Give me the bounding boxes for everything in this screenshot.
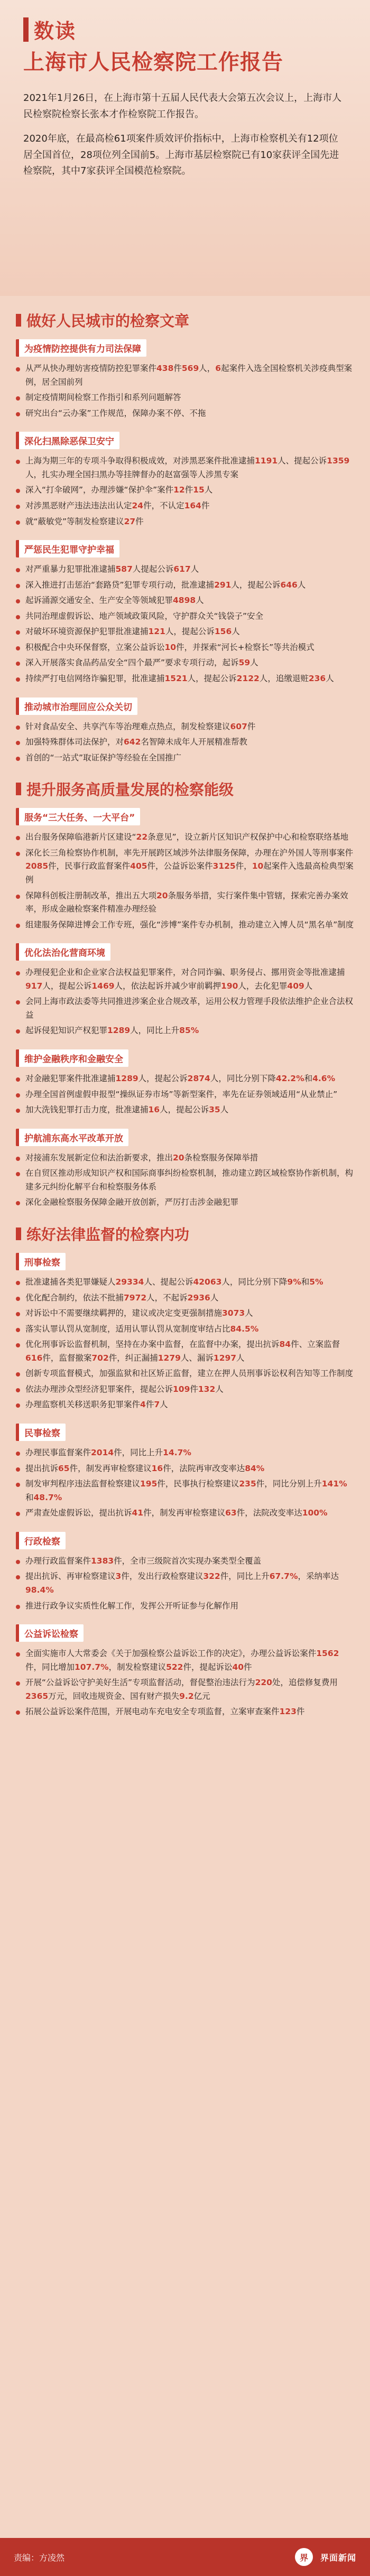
bullet-item xyxy=(16,1506,354,1520)
bullet-list xyxy=(16,1276,354,1412)
bullet-text: 全面实施市人大常委会《关于加强检察公益诉讼工作的决定》，办理公益诉讼案件1562件，同比增加107.7%，制发检察建议522件，提起诉讼40件 xyxy=(25,1649,339,1672)
footer-brand xyxy=(295,2548,356,2566)
bullet-text: 深入开展落实食品药品安全“四个最严”要求专项行动，起诉59人 xyxy=(25,658,258,668)
bullet-list xyxy=(16,1151,354,1210)
bullet-item xyxy=(16,1151,354,1165)
bullet-list xyxy=(16,1072,354,1117)
bullet-dot-icon xyxy=(16,1328,20,1332)
block-title: 优化法治化营商环境 xyxy=(16,943,110,961)
bullet-dot-icon xyxy=(16,1157,20,1161)
brand-badge-icon: 界 xyxy=(295,2548,313,2566)
bullet-dot-icon xyxy=(16,1201,20,1205)
bullet-dot-icon xyxy=(16,726,20,730)
bullet-text: 办理行政监督案件1383件，全市三级院首次实现办案类型全覆盖 xyxy=(25,1556,262,1566)
bullet-item xyxy=(16,1367,354,1381)
bullet-item xyxy=(16,1307,354,1320)
bullet-dot-icon xyxy=(16,615,20,619)
bullet-item xyxy=(16,736,354,749)
bullet-dot-icon xyxy=(16,568,20,572)
bullet-text: 对金融犯罪案件批准逮捕1289人，提起公诉2874人，同比分别下降42.2%和4.6% xyxy=(25,1074,336,1083)
brand-name: 界面新闻 xyxy=(320,2552,356,2563)
bullet-item xyxy=(16,1647,354,1674)
bullet-list xyxy=(16,1446,354,1520)
bullet-dot-icon xyxy=(16,584,20,588)
bullet-text: 加大洗钱犯罪打击力度，批准逮捕16人，提起公诉35人 xyxy=(25,1105,229,1115)
bullet-text: 深化长三角检察协作机制，率先开展跨区域涉外法律服务保障，办理在沪外国人等刑事案件2085件，民事行政监督案件405件，公益诉讼案件3125件，10起案件入选最高检典型案例 xyxy=(25,848,354,885)
bullet-item xyxy=(16,847,354,887)
bullet-text: 持续严打电信网络诈骗犯罪，批准逮捕1521人，提起公诉2122人，追缴退赃236人 xyxy=(25,674,334,683)
bullet-text: 制定疫情期间检察工作指引和系列问题解答 xyxy=(25,393,181,403)
bullet-dot-icon xyxy=(16,1452,20,1456)
bullet-dot-icon xyxy=(16,852,20,856)
bullet-item xyxy=(16,995,354,1022)
bullet-item xyxy=(16,1072,354,1086)
bullet-text: 针对食品安全、共享汽车等治理难点热点，制发检察建议607件 xyxy=(25,721,256,731)
bullet-item xyxy=(16,407,354,421)
bullet-list xyxy=(16,831,354,932)
section-block xyxy=(16,1253,354,1412)
block-title: 行政检察 xyxy=(16,1532,66,1549)
bullet-dot-icon xyxy=(16,630,20,635)
section-block xyxy=(16,540,354,686)
bullet-text: 加强特殊群体司法保护，对642名智障未成年人开展精准帮教 xyxy=(25,737,247,747)
bullet-text: 深入推进打击惩治“套路贷”犯罪专项行动，批准逮捕291人，提起公诉646人 xyxy=(25,580,306,590)
bullet-dot-icon xyxy=(16,1681,20,1686)
bullet-dot-icon xyxy=(16,460,20,464)
intro xyxy=(23,90,347,180)
bullet-dot-icon xyxy=(16,971,20,975)
block-title: 为疫情防控提供有力司法保障 xyxy=(16,339,146,357)
bullet-list xyxy=(16,362,354,420)
bullet-list xyxy=(16,454,354,528)
bullet-text: 组建服务保障进博会工作专班，强化“涉博”案件专办机制，推动建立入博人员“黑名单”制度 xyxy=(25,919,354,929)
bullet-list xyxy=(16,1555,354,1613)
bullet-text: 出台服务保障临港新片区建设“22条意见”，设立新片区知识产权保护中心和检察联络基地 xyxy=(25,832,349,842)
bullet-text: 积极配合中央环保督察，立案公益诉讼10件，并探索“河长+检察长”等共治模式 xyxy=(25,642,314,652)
bullet-item xyxy=(16,831,354,844)
bullet-text: 起诉涌源交通安全、生产安全等领域犯罪4898人 xyxy=(25,596,204,606)
section-block xyxy=(16,698,354,765)
bullet-item xyxy=(16,966,354,993)
bullet-item xyxy=(16,1599,354,1613)
bullet-text: 落实认罪认罚从宽制度，适用认罪认罚从宽制度审结占比84.5% xyxy=(25,1324,259,1334)
section-block xyxy=(16,1424,354,1520)
bullet-item xyxy=(16,1446,354,1460)
bullet-text: 提出抗诉、再审检察建议3件，发出行政检察建议322件，同比上升67.7%，采纳率达98.4% xyxy=(25,1571,339,1595)
bullet-text: 推进行政争议实质性化解工作，发挥公开听证参与化解作用 xyxy=(25,1601,239,1611)
bullet-text: 创新专项监督模式，加强监狱和社区矫正监督，建立在押人员刑事诉讼权利告知等工作制度 xyxy=(25,1369,354,1379)
intro-paragraph-1: 2021年1月26日，在上海市第十五届人民代表大会第五次会议上，上海市人民检察院检察长张本才作检察院工作报告。 xyxy=(23,92,342,120)
bullet-text: 对接浦东发展新定位和法治新要求，推出20条检察服务保障举措 xyxy=(25,1152,258,1163)
bullet-item xyxy=(16,656,354,670)
kicker xyxy=(23,0,347,44)
bullet-dot-icon xyxy=(16,505,20,509)
block-title: 推动城市治理回应公众关切 xyxy=(16,698,137,715)
block-title: 护航浦东高水平改革开放 xyxy=(16,1129,128,1146)
bullet-dot-icon xyxy=(16,1605,20,1609)
bullet-item xyxy=(16,499,354,513)
bullet-text: 严肃查处虚假诉讼，提出抗诉41件，制发再审检察建议63件，法院改变率达100% xyxy=(25,1508,328,1518)
section xyxy=(16,1223,354,1719)
bullet-item xyxy=(16,454,354,481)
bullet-dot-icon xyxy=(16,520,20,525)
bullet-item xyxy=(16,1705,354,1719)
kicker-bar xyxy=(23,17,29,42)
bullet-dot-icon xyxy=(16,924,20,928)
block-title: 服务“三大任务、一大平台” xyxy=(16,808,140,825)
section-title: 做好人民城市的检察文章 xyxy=(16,310,354,331)
bullet-dot-icon xyxy=(16,1297,20,1301)
bullet-text: 深化金融检察服务保障金融开放创新，严厉打击涉金融犯罪 xyxy=(25,1197,239,1207)
section-block xyxy=(16,808,354,932)
kicker-text: 数读 xyxy=(34,20,77,43)
bullet-dot-icon xyxy=(16,836,20,840)
section-block xyxy=(16,943,354,1038)
bullet-text: 上海为期三年的专项斗争取得积极成效，对涉黑恶案件批准逮捕1191人、提起公诉1359人，扎实办理全国扫黑办等挂牌督办的赵富强等人涉黑专案 xyxy=(25,456,350,479)
bullet-dot-icon xyxy=(16,1467,20,1472)
bullet-text: 提出抗诉65件，制发再审检察建议16件，法院再审改变率达84% xyxy=(25,1463,265,1473)
bullet-dot-icon xyxy=(16,396,20,401)
section-block xyxy=(16,1624,354,1719)
bullet-text: 拓展公益诉讼案件范围，开展电动车充电安全专项监督，立案审查案件123件 xyxy=(25,1707,305,1717)
sections xyxy=(16,310,354,1719)
bullet-item xyxy=(16,720,354,734)
bullet-dot-icon xyxy=(16,1093,20,1098)
bullet-item xyxy=(16,1570,354,1597)
page-title: 上海市人民检察院工作报告 xyxy=(23,50,283,75)
footer-editor: 责编：方凌然 xyxy=(14,2552,65,2563)
bullet-list xyxy=(16,1647,354,1719)
bullet-dot-icon xyxy=(16,367,20,371)
bullet-item xyxy=(16,1676,354,1703)
bullet-text: 依法办理涉众型经济犯罪案件，提起公诉109件132人 xyxy=(25,1384,224,1394)
bullet-item xyxy=(16,563,354,576)
bullet-dot-icon xyxy=(16,1372,20,1377)
bullet-dot-icon xyxy=(16,1109,20,1113)
bullet-item xyxy=(16,672,354,686)
block-title: 民事检察 xyxy=(16,1424,66,1441)
bullet-text: 深入“打伞破网”，办理涉嫌“保护伞”案件12件15人 xyxy=(25,485,213,495)
bullet-item xyxy=(16,1167,354,1194)
bullet-text: 对严重暴力犯罪批准逮捕587人提起公诉617人 xyxy=(25,564,199,574)
section-block xyxy=(16,339,354,420)
bullet-text: 办理民事监督案件2014件，同比上升14.7% xyxy=(25,1448,191,1457)
section-title: 练好法律监督的检察内功 xyxy=(16,1223,354,1244)
block-title: 维护金融秩序和金融安全 xyxy=(16,1049,128,1067)
bullet-text: 开展“公益诉讼守护美好生活”专项监督活动，督促整治违法行为220处，追偿修复费用2365万元，回收违规资金、国有财产损失9.2亿元 xyxy=(25,1678,338,1701)
bullet-dot-icon xyxy=(16,1312,20,1316)
bullet-item xyxy=(16,391,354,405)
bullet-item xyxy=(16,1383,354,1397)
bullet-dot-icon xyxy=(16,1710,20,1715)
bullet-text: 就“蔽敏党”等制发检察建议27件 xyxy=(25,516,144,526)
bullet-dot-icon xyxy=(16,599,20,603)
section-block xyxy=(16,1129,354,1210)
section-block xyxy=(16,1049,354,1117)
bullet-text: 批准逮捕各类犯罪嫌疑人29334人、提起公诉42063人，同比分别下降9%和5% xyxy=(25,1277,323,1287)
hero xyxy=(0,0,370,296)
bullet-dot-icon xyxy=(16,677,20,682)
bullet-text: 首创的“一站式”取证保护等经验在全国推广 xyxy=(25,752,182,762)
bullet-item xyxy=(16,1088,354,1102)
bullet-text: 办理全国首例虚假申报型“操纵证券市场”等新型案件，率先在证券领域适用“从业禁止” xyxy=(25,1089,338,1099)
bullet-item xyxy=(16,641,354,655)
block-title: 公益诉讼检察 xyxy=(16,1624,84,1642)
bullet-dot-icon xyxy=(16,1483,20,1487)
bullet-dot-icon xyxy=(16,1403,20,1408)
bullet-item xyxy=(16,1024,354,1038)
bullet-item xyxy=(16,1338,354,1365)
bullet-dot-icon xyxy=(16,1388,20,1392)
bullet-item xyxy=(16,1555,354,1568)
bullet-item xyxy=(16,889,354,916)
bullet-item xyxy=(16,1276,354,1289)
bullet-dot-icon xyxy=(16,757,20,761)
bullet-dot-icon xyxy=(16,1512,20,1516)
bullet-dot-icon xyxy=(16,412,20,416)
section-block xyxy=(16,1532,354,1613)
bullet-item xyxy=(16,1398,354,1412)
bullet-text: 共同治理虚假诉讼、地产领域政策风险，守护群众关“钱袋子”安全 xyxy=(25,611,264,621)
bullet-text: 对诉讼中不需要继续羁押的，建议或决定变更强制措施3073人 xyxy=(25,1308,253,1318)
bullet-dot-icon xyxy=(16,1281,20,1285)
bullet-item xyxy=(16,594,354,608)
bullet-list xyxy=(16,563,354,686)
bullet-item xyxy=(16,1477,354,1504)
bullet-item xyxy=(16,579,354,592)
block-title: 严惩民生犯罪守护幸福 xyxy=(16,540,119,557)
bullet-dot-icon xyxy=(16,1343,20,1347)
bullet-text: 优化刑事诉讼监督机制，坚持在办案中监督，在监督中办案，提出抗诉84件、立案监督616件，监督撤案702件，纠正漏捕1279人、漏诉1297人 xyxy=(25,1340,340,1363)
block-title: 深化扫黑除恶保卫安宁 xyxy=(16,432,119,449)
bullet-text: 办理侵犯企业和企业家合法权益犯罪案件，对合同诈骗、职务侵占、挪用资金等批准逮捕917人，提起公诉1469人，依法起诉并减少审前羁押190人，去化犯罪409人 xyxy=(25,968,345,991)
bullet-dot-icon xyxy=(16,662,20,666)
bullet-item xyxy=(16,1462,354,1476)
block-title: 刑事检察 xyxy=(16,1253,66,1270)
bullet-dot-icon xyxy=(16,1560,20,1564)
bullet-item xyxy=(16,751,354,765)
bullet-item xyxy=(16,1196,354,1210)
bullet-text: 制发审判程序违法监督检察建议195件，民事执行检察建议235件，同比分别上升141%和48.7% xyxy=(25,1479,347,1502)
bullet-text: 研究出台“云办案”工作规范，保障办案不停、不拖 xyxy=(25,408,206,418)
section xyxy=(16,310,354,765)
bullet-dot-icon xyxy=(16,1652,20,1657)
bullet-item xyxy=(16,1323,354,1336)
bullet-item xyxy=(16,1103,354,1117)
section-block xyxy=(16,432,354,528)
bullet-dot-icon xyxy=(16,1172,20,1176)
bullet-item xyxy=(16,918,354,932)
footer xyxy=(0,2538,370,2576)
bullet-item xyxy=(16,362,354,389)
intro-paragraph-2: 2020年底，在最高检61项案件质效评价指标中，上海市检察机关有12项位居全国首位，28项位列全国前5。上海市基层检察院已有10家获评全国先进检察院，其中7家获评全国模范检察院。 xyxy=(23,133,339,177)
bullet-text: 优化配合制约，依法不批捕7972人，不起诉2936人 xyxy=(25,1292,219,1303)
bullet-list xyxy=(16,720,354,765)
bullet-dot-icon xyxy=(16,741,20,745)
bullet-item xyxy=(16,610,354,624)
bullet-text: 办理监察机关移送职务犯罪案件4件7人 xyxy=(25,1400,168,1410)
bullet-dot-icon xyxy=(16,1077,20,1082)
bullet-text: 会同上海市政法委等共同推进涉案企业合规改革，运用公权力管理手段依法维护企业合法权益 xyxy=(25,997,354,1020)
bullet-item xyxy=(16,515,354,529)
bullet-text: 保障科创板注册制改革，推出五大项20条服务举措，实行案件集中管辖，探索完善办案效率，形成金融检察案件精准办理经验 xyxy=(25,890,348,914)
bullet-list xyxy=(16,966,354,1038)
section xyxy=(16,778,354,1210)
bullet-dot-icon xyxy=(16,895,20,899)
bullet-item xyxy=(16,1291,354,1305)
bullet-text: 在自贸区推动形成知识产权和国际商事纠纷检察机制，推动建立跨区域检察协作新机制，构建多元纠纷化解平台和检察服务体系 xyxy=(25,1168,354,1192)
bullet-text: 对破坏环境资源保护犯罪批准逮捕121人，提起公诉156人 xyxy=(25,627,240,637)
bullet-dot-icon xyxy=(16,1000,20,1005)
bullet-text: 对涉黑恶财产违法违法出认定24件，不认定164件 xyxy=(25,500,210,510)
section-title: 提升服务高质量发展的检察能级 xyxy=(16,778,354,799)
bullet-dot-icon xyxy=(16,1575,20,1579)
bullet-text: 起诉侵犯知识产权犯罪1289人，同比上升85% xyxy=(25,1026,199,1036)
bullet-item xyxy=(16,625,354,639)
bullet-text: 从严从快办理妨害疫情防控犯罪案件438件569人，6起案件入选全国检察机关涉疫典型案例，居全国前列 xyxy=(25,364,353,387)
bullet-dot-icon xyxy=(16,646,20,650)
content xyxy=(0,310,370,1719)
bullet-item xyxy=(16,483,354,497)
bullet-dot-icon xyxy=(16,1029,20,1034)
bullet-dot-icon xyxy=(16,489,20,493)
